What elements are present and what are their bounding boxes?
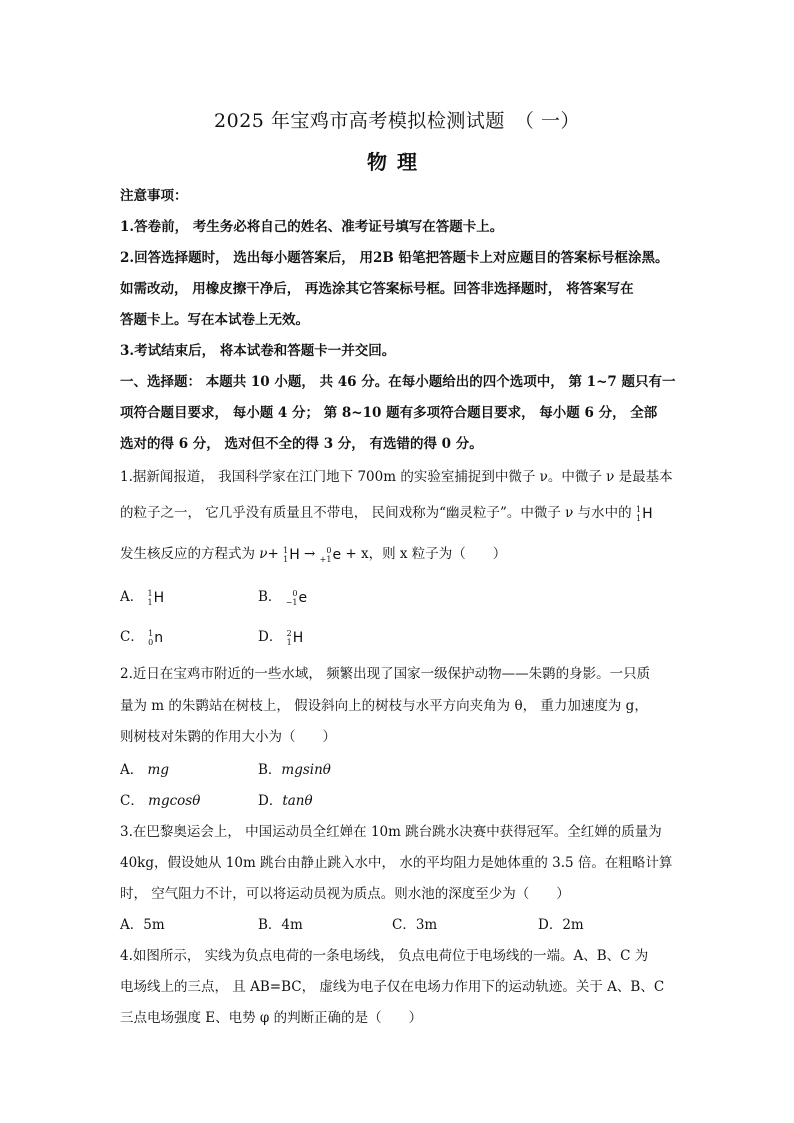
notice-heading: 注意事项： — [120, 188, 188, 204]
nuclide-h1: 1 1 H — [635, 504, 653, 523]
q3-option-b: B．4m — [258, 917, 303, 933]
section-instructions-line: 一、选择题： 本题共 10 小题， 共 46 分。在每小题给出的四个选项中， 第 1~7 题只有一 — [120, 374, 676, 390]
notice-item: 3.考试结束后， 将本试卷和答题卡一并交回。 — [120, 343, 396, 359]
q1-line-text: 的粒子之一， 它几乎没有质量且不带电， 民间戏称为“幽灵粒子”。中微子 ν 与水中的 — [120, 505, 632, 521]
q1-option-a: A． 1 1 H — [120, 588, 165, 607]
q1-line-text: 发生核反应的方程式为 — [120, 546, 255, 562]
notice-item: 如需改动， 用橡皮擦干净后， 再选涂其它答案标号框。回答非选择题时， 将答案写在 — [120, 281, 634, 297]
q3-option-d: D．2m — [538, 917, 584, 933]
q1-line: 1.据新闻报道， 我国科学家在江门地下 700m 的实验室捕捉到中微子 ν。中微子 ν 是最基本 — [120, 469, 673, 485]
nuclide-h1-eq: 1 1 H — [283, 545, 300, 564]
q3-line: 3.在巴黎奥运会上， 中国运动员全红婵在 10m 跳台跳水决赛中获得冠军。全红婵的质量为 — [120, 824, 662, 840]
q2-option-a: A． mg — [120, 762, 169, 778]
notice-item: 2.回答选择题时， 选出每小题答案后， 用2B 铅笔把答题卡上对应题目的答案标号框涂黑。 — [120, 250, 669, 266]
subject-title: 物理 — [367, 150, 427, 174]
q1-option-b: B． 0 −1 e — [258, 588, 308, 607]
section-instructions-line: 选对的得 6 分， 选对但不全的得 3 分， 有选错的得 0 分。 — [120, 436, 483, 452]
q2-option-d: D．tanθ — [258, 793, 313, 809]
q1-option-d: D． 2 1 H — [258, 628, 304, 647]
q2-line: 量为 m 的朱鹮站在树枝上， 假设斜向上的树枝与水平方向夹角为 θ， 重力加速度为 g， — [120, 698, 648, 714]
q1-option-c: C． 1 0 n — [120, 628, 164, 647]
q2-line: 2.近日在宝鸡市附近的一些水域， 频繁出现了国家一级保护动物——朱鹮的身影。一只质 — [120, 666, 651, 682]
notice-item: 1.答卷前， 考生务必将自己的姓名、准考证号填写在答题卡上。 — [120, 219, 504, 235]
q3-option-c: C．3m — [392, 917, 438, 933]
q3-line: 时， 空气阻力不计，可以将运动员视为质点。则水池的深度至少为（ ） — [120, 886, 570, 902]
q2-option-c: C． mgcosθ — [120, 793, 201, 809]
q4-line: 4.如图所示， 实线为负点电荷的一条电场线， 负点电荷位于电场线的一端。A、B、C 为 — [120, 948, 649, 964]
q3-line: 40kg，假设她从 10m 跳台由静止跳入水中， 水的平均阻力是她体重的 3.5 倍。在粗略计算 — [120, 855, 673, 871]
q4-line: 电场线上的三点， 且 AB=BC， 虚线为电子仅在电场力作用下的运动轨迹。关于 A、B、C — [120, 979, 665, 995]
nuclide-positron: 0 +1 e — [319, 545, 342, 564]
q2-line: 则树枝对朱鹮的作用大小为（ ） — [120, 729, 336, 745]
q3-option-a: A．5m — [120, 917, 165, 933]
q4-line: 三点电场强度 E、电势 φ 的判断正确的是（ ） — [120, 1010, 423, 1026]
notice-item: 答题卡上。写在本试卷上无效。 — [120, 312, 309, 328]
section-instructions-line: 项符合题目要求， 每小题 4 分； 第 8~10 题有多项符合题目要求， 每小题 6 分， 全部 — [120, 405, 658, 421]
page-title: 2025 年宝鸡市高考模拟检测试题 （ 一） — [214, 110, 580, 132]
q2-option-b: B．mgsinθ — [258, 762, 331, 778]
q1-line — [120, 503, 680, 524]
q1-equation-line: 发生核反应的方程式为 ν+ 1 1 H → 0 +1 e + x，则 x 粒子为（ ） — [120, 545, 507, 564]
